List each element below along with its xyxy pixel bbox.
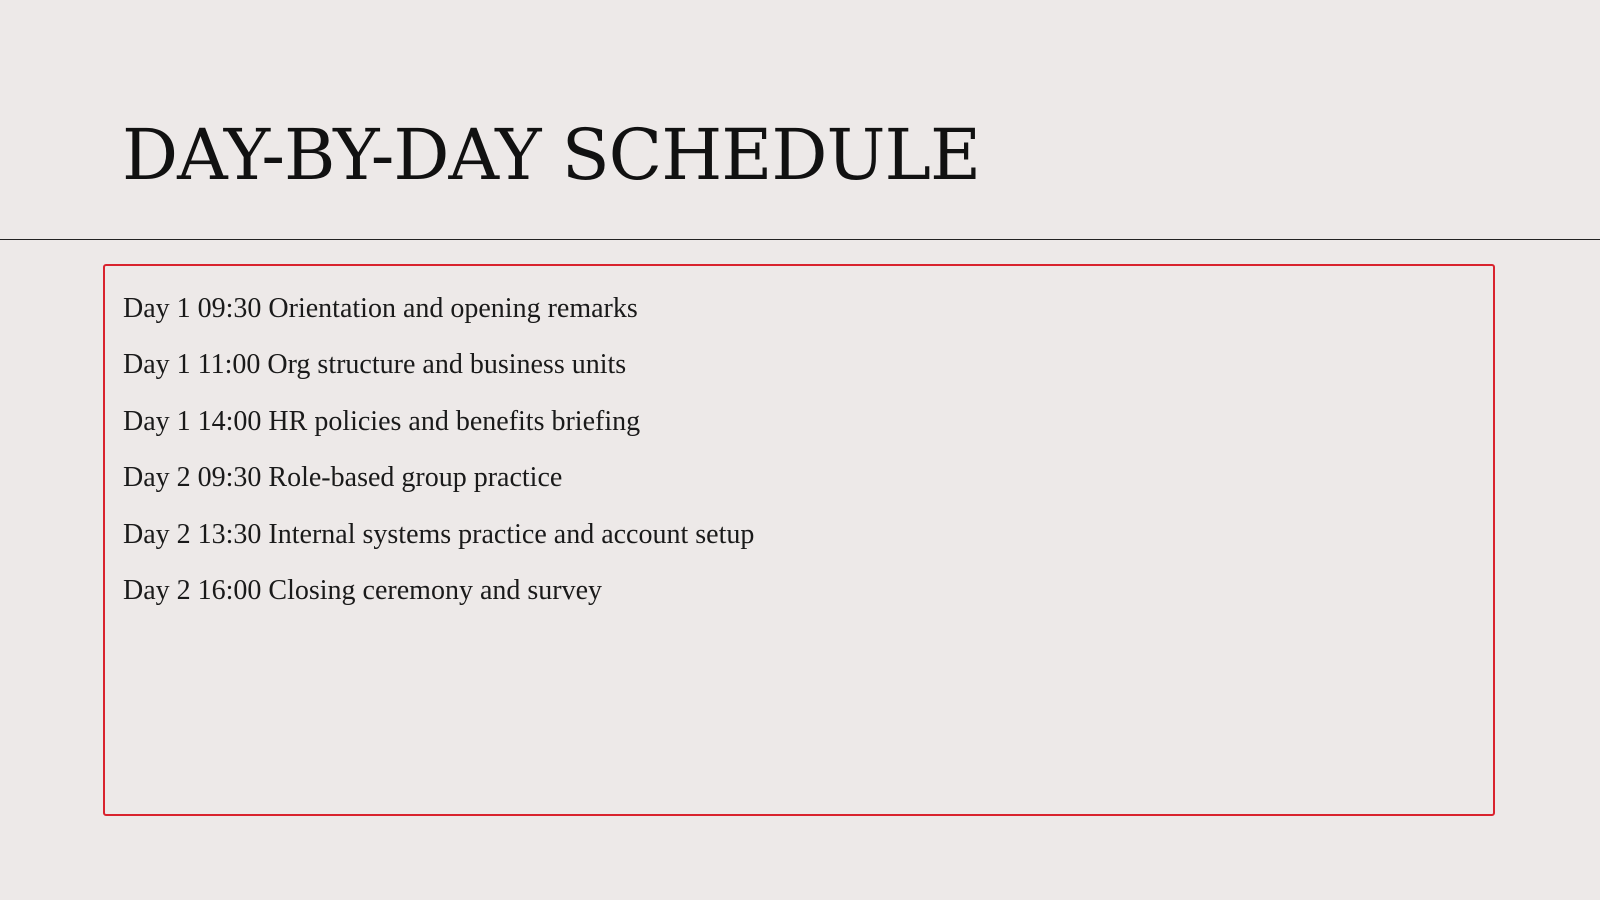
title-divider [0, 239, 1600, 240]
schedule-item: Day 2 09:30 Role-based group practice [123, 462, 563, 494]
schedule-item: Day 2 16:00 Closing ceremony and survey [123, 574, 603, 606]
schedule-list [123, 281, 1475, 619]
schedule-item: Day 2 13:30 Internal systems practice and account setup [123, 518, 755, 550]
schedule-item: Day 1 11:00 Org structure and business units [123, 349, 627, 381]
schedule-item: Day 1 09:30 Orientation and opening remarks [123, 293, 638, 324]
schedule-item: Day 1 14:00 HR policies and benefits briefing [123, 405, 641, 437]
slide-title: DAY-BY-DAY SCHEDULE [122, 114, 981, 196]
schedule-content-box[interactable] [103, 264, 1495, 816]
